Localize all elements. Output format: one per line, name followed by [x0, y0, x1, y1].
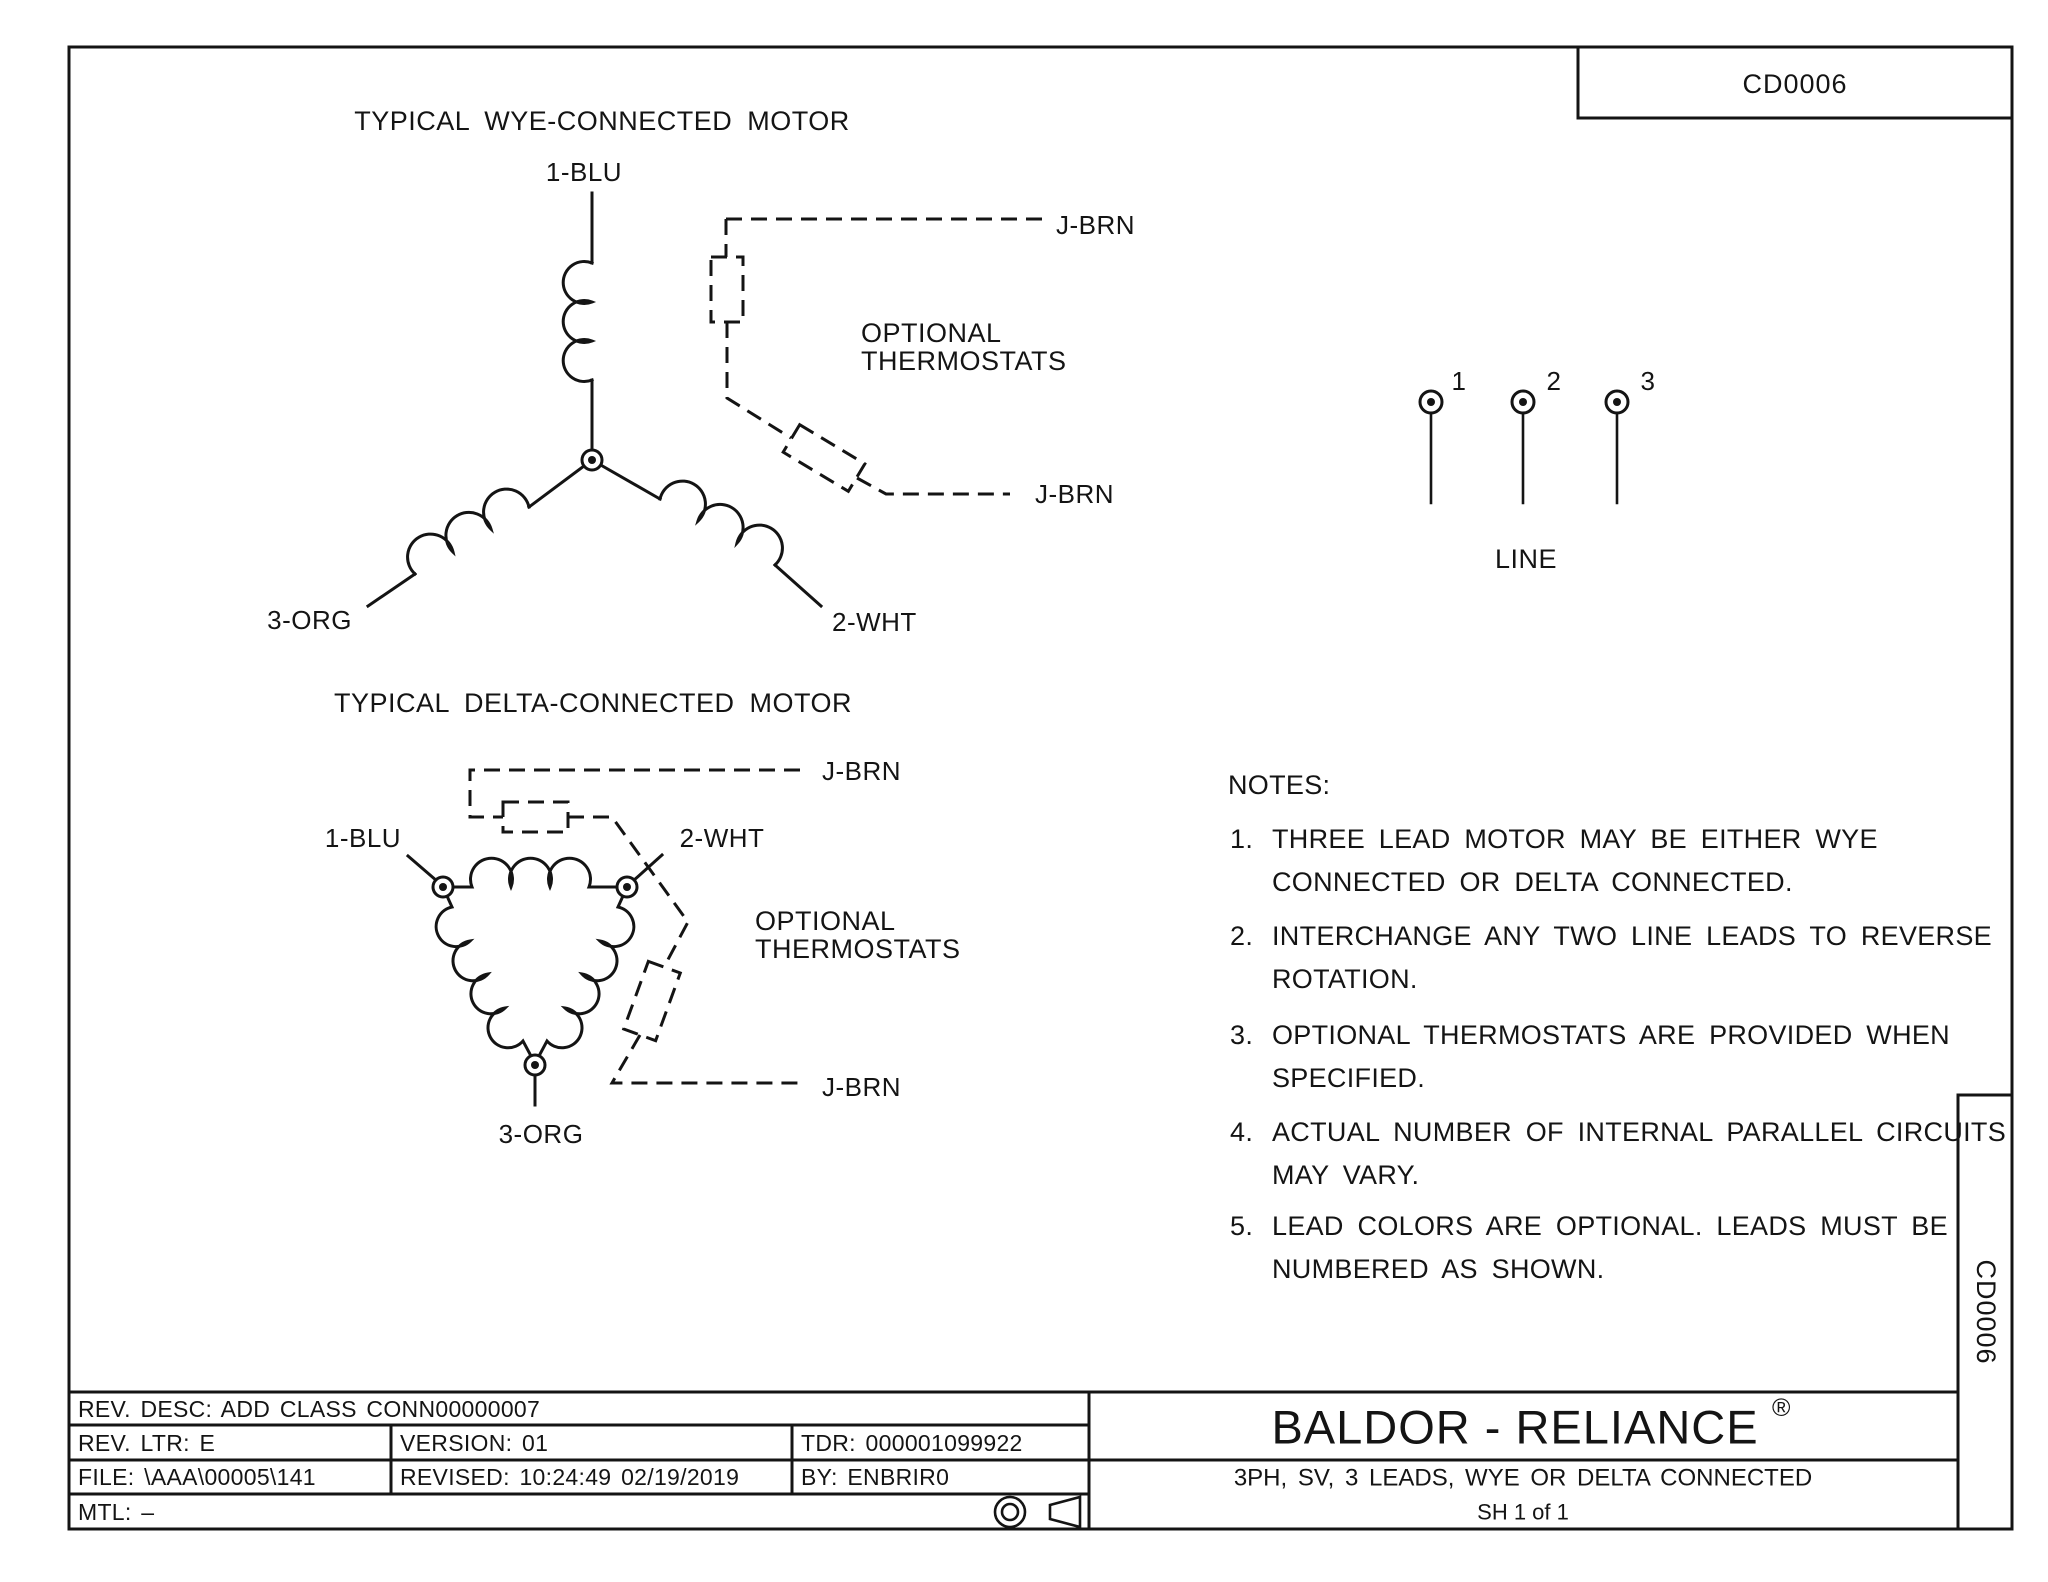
- delta-lead1-wire: [408, 856, 437, 881]
- wye-phase2-lead-outer: [775, 565, 821, 606]
- wye-star-point-dot: [588, 456, 596, 464]
- wye-thermostat-caption-line1: OPTIONAL: [861, 318, 1002, 348]
- line-label: LINE: [1494, 544, 1558, 574]
- mtl-field: MTL: –: [78, 1499, 155, 1525]
- wye-lead2-label: 2-WHT: [832, 607, 917, 637]
- note4-number: 4.: [1230, 1117, 1254, 1147]
- delta-lead2-label: 2-WHT: [679, 823, 765, 853]
- delta-diagram: [325, 688, 961, 1149]
- note2-line2: ROTATION.: [1272, 964, 1418, 994]
- sheet-number: SH 1 of 1: [1477, 1499, 1569, 1525]
- wye-thermostat-wire-bottom: [857, 478, 1010, 494]
- delta-left-coil: [436, 896, 531, 1056]
- projection-symbols: [995, 1497, 1080, 1527]
- delta-thermostat-caption-line1: OPTIONAL: [755, 906, 896, 936]
- sheet-border: [69, 47, 2012, 1529]
- projection-circle-inner-icon: [1002, 1504, 1018, 1520]
- note4-line2: MAY VARY.: [1272, 1160, 1420, 1190]
- wye-diagram: [267, 106, 1135, 637]
- delta-terminal3-dot: [531, 1061, 539, 1069]
- note1-line2: CONNECTED OR DELTA CONNECTED.: [1272, 867, 1793, 897]
- title-block: [69, 1392, 1958, 1529]
- note3-number: 3.: [1230, 1020, 1254, 1050]
- projection-cone-icon: [1050, 1497, 1080, 1527]
- wye-thermostat1-symbol: [711, 257, 743, 322]
- wye-phase2-coil: [660, 481, 782, 565]
- wye-lead1-label: 1-BLU: [545, 157, 623, 187]
- delta-top-coil: [453, 858, 617, 887]
- note2-number: 2.: [1230, 921, 1254, 951]
- note1-line1: THREE LEAD MOTOR MAY BE EITHER WYE: [1272, 824, 1878, 854]
- note4-line1: ACTUAL NUMBER OF INTERNAL PARALLEL CIRCUITS: [1272, 1117, 2007, 1147]
- line2-number: 2: [1546, 366, 1562, 396]
- delta-thermostat-wire-bottom: [612, 1035, 800, 1083]
- delta-j-brn-bottom-label: J-BRN: [822, 1072, 902, 1102]
- note3-line2: SPECIFIED.: [1272, 1063, 1426, 1093]
- note5-number: 5.: [1230, 1211, 1254, 1241]
- wye-lead3-label: 3-ORG: [267, 605, 352, 635]
- wye-phase3-lead-inner: [529, 460, 592, 507]
- rev-ltr-field: REV. LTR: E: [78, 1430, 216, 1456]
- wye-thermostat-circuit: [711, 210, 1135, 509]
- line1-terminal-dot: [1427, 398, 1435, 406]
- delta-terminal2-dot: [623, 883, 631, 891]
- delta-lead3-label: 3-ORG: [498, 1119, 584, 1149]
- file-field: FILE: \AAA\00005\141: [78, 1464, 316, 1490]
- by-field: BY: ENBRIR0: [801, 1464, 950, 1490]
- drawing-subtitle: 3PH, SV, 3 LEADS, WYE OR DELTA CONNECTED: [1233, 1464, 1813, 1492]
- tdr-field: TDR: 000001099922: [801, 1430, 1023, 1456]
- delta-thermostat-wire-top: [470, 770, 800, 817]
- doc-number-side: CD0006: [1971, 1259, 2001, 1365]
- doc-number: CD0006: [1742, 69, 1848, 99]
- note5-line1: LEAD COLORS ARE OPTIONAL. LEADS MUST BE: [1272, 1211, 1948, 1241]
- line3-number: 3: [1640, 366, 1656, 396]
- line-terminals: [1420, 366, 1655, 574]
- notes-section: [1228, 770, 2006, 1284]
- note2-line1: INTERCHANGE ANY TWO LINE LEADS TO REVERSE: [1272, 921, 1992, 951]
- note1-number: 1.: [1230, 824, 1254, 854]
- note3-line1: OPTIONAL THERMOSTATS ARE PROVIDED WHEN: [1272, 1020, 1950, 1050]
- delta-thermostat2-symbol: [624, 961, 681, 1040]
- delta-lead1-label: 1-BLU: [324, 823, 402, 853]
- note5-line2: NUMBERED AS SHOWN.: [1272, 1254, 1605, 1284]
- delta-j-brn-top-label: J-BRN: [822, 756, 902, 786]
- delta-terminal1-dot: [439, 883, 447, 891]
- brand-name: BALDOR - RELIANCE: [1271, 1400, 1759, 1454]
- delta-thermostat-caption-line2: THERMOSTATS: [755, 934, 961, 964]
- rev-desc-field: REV. DESC: ADD CLASS CONN00000007: [78, 1396, 541, 1422]
- delta-title: TYPICAL DELTA-CONNECTED MOTOR: [333, 688, 853, 718]
- wye-thermostat-caption-line2: THERMOSTATS: [861, 346, 1067, 376]
- delta-right-coil: [539, 896, 634, 1056]
- line1-number: 1: [1451, 366, 1467, 396]
- revised-field: REVISED: 10:24:49 02/19/2019: [400, 1464, 740, 1490]
- wye-phase2-lead-inner: [592, 460, 660, 499]
- wye-phase1-coil: [563, 262, 592, 382]
- wye-title: TYPICAL WYE-CONNECTED MOTOR: [354, 106, 850, 136]
- wye-j-brn-bottom-label: J-BRN: [1035, 479, 1115, 509]
- line2-terminal-dot: [1519, 398, 1527, 406]
- projection-circle-icon: [995, 1497, 1025, 1527]
- line3-terminal-dot: [1613, 398, 1621, 406]
- outer-border: [69, 47, 2012, 1529]
- registered-mark: ®: [1772, 1394, 1791, 1422]
- wye-phase3-coil: [408, 489, 529, 574]
- notes-heading: NOTES:: [1228, 770, 1331, 800]
- wye-thermostat2-symbol: [783, 425, 865, 492]
- wye-thermostat-wire-mid: [727, 322, 791, 438]
- wye-phase3-lead-outer: [368, 574, 415, 606]
- delta-thermostat1-symbol: [503, 802, 568, 832]
- wye-j-brn-top-label: J-BRN: [1056, 210, 1136, 240]
- version-field: VERSION: 01: [400, 1430, 549, 1456]
